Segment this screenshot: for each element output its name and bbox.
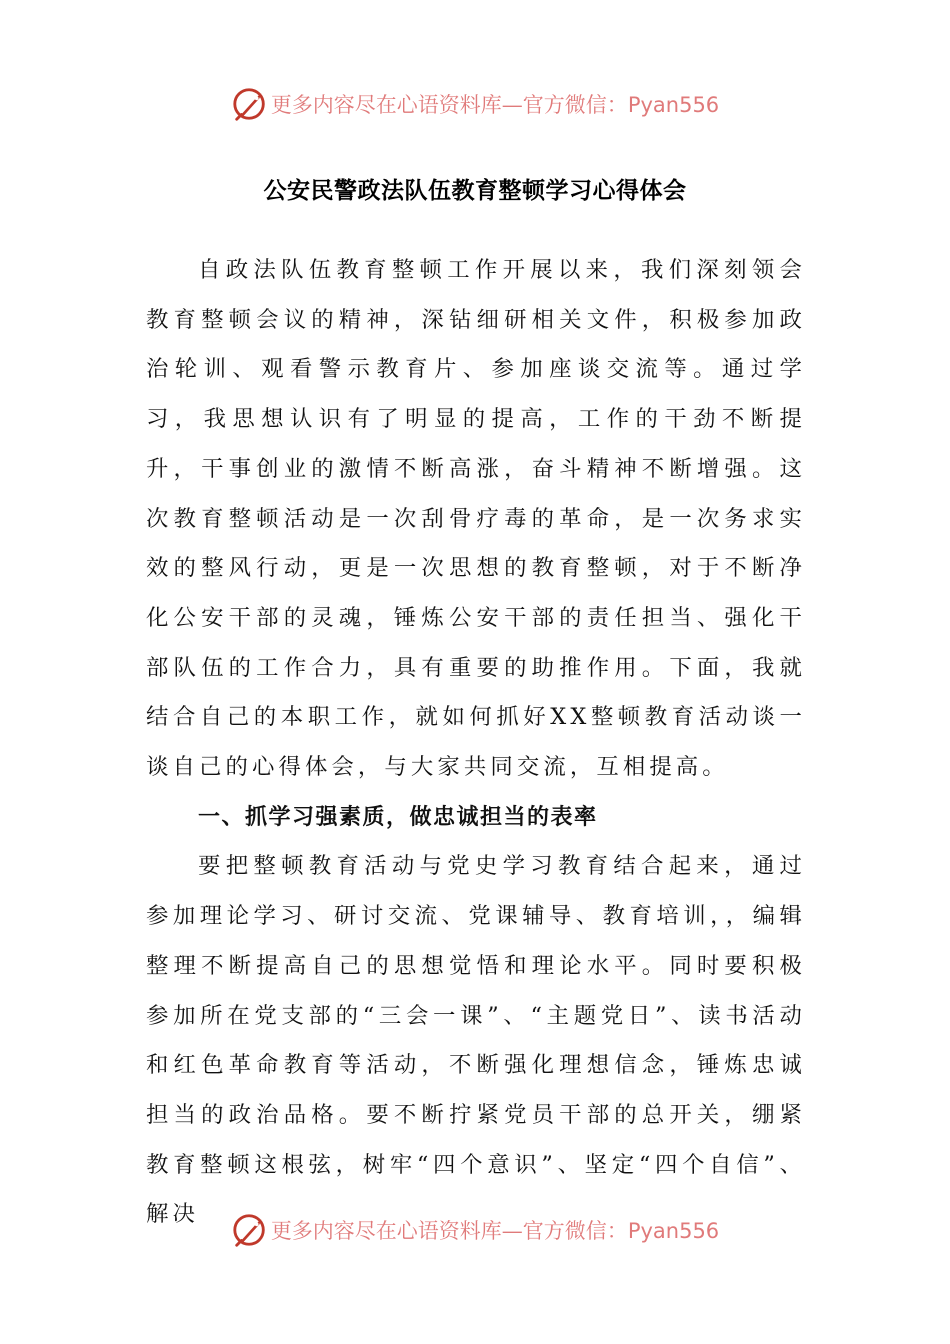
intro-paragraph: 自政法队伍教育整顿工作开展以来，我们深刻领会教育整顿会议的精神，深钻细研相关文件，积极参加政治轮训、观看警示教育片、参加座谈交流等。通过学习，我思想认识有了明显的提高，工作的干劲不断提升，干事创业的激情不断高涨，奋斗精神不断增强。这次教育整顿活动是一次刮骨疗毒的革命，是一次务求实效的整风行动，更是一次思想的教育整顿，对于不断净化公安干部的灵魂，锤炼公安干部的责任担当、强化干部队伍的工作合力，具有重要的助推作用。下面，我就结合自己的本职工作，就如何抓好XX整顿教育活动谈一谈自己的心得体会，与大家共同交流，互相提高。 — [146, 257, 806, 781]
document-title: 公安民警政法队伍教育整顿学习心得体会 — [263, 178, 687, 204]
watermark-wechat-id: Pyan556 — [627, 93, 720, 117]
watermark-text-cn: 更多内容尽在心语资料库—官方微信： — [270, 93, 628, 117]
section-1-paragraph: 要把整顿教育活动与党史学习教育结合起来，通过参加理论学习、研讨交流、党课辅导、教育培训，，编辑整理不断提高自己的思想觉悟和理论水平。同时要积极参加所在党支部的“三会一课”、“主题党日”、读书活动和红色革命教育等活动，不断强化理想信念，锤炼忠诚担当的政治品格。要不断拧紧党员干部的总开关，绷紧教育整顿这根弦，树牢“四个意识”、坚定“四个自信”、解决 — [146, 853, 806, 1228]
watermark-wechat-id: Pyan556 — [627, 1219, 720, 1243]
pen-nib-logo-icon — [231, 85, 269, 123]
watermark-banner-bottom — [0, 1210, 950, 1250]
document-body — [146, 246, 806, 1240]
watermark-text-cn: 更多内容尽在心语资料库—官方微信： — [270, 1219, 628, 1243]
section-heading-1: 一、抓学习强素质，做忠诚担当的表率 — [198, 804, 598, 830]
watermark-text — [271, 89, 719, 119]
watermark-banner-top — [0, 84, 950, 124]
pen-nib-logo-icon — [231, 1211, 269, 1249]
watermark-text — [271, 1215, 719, 1245]
